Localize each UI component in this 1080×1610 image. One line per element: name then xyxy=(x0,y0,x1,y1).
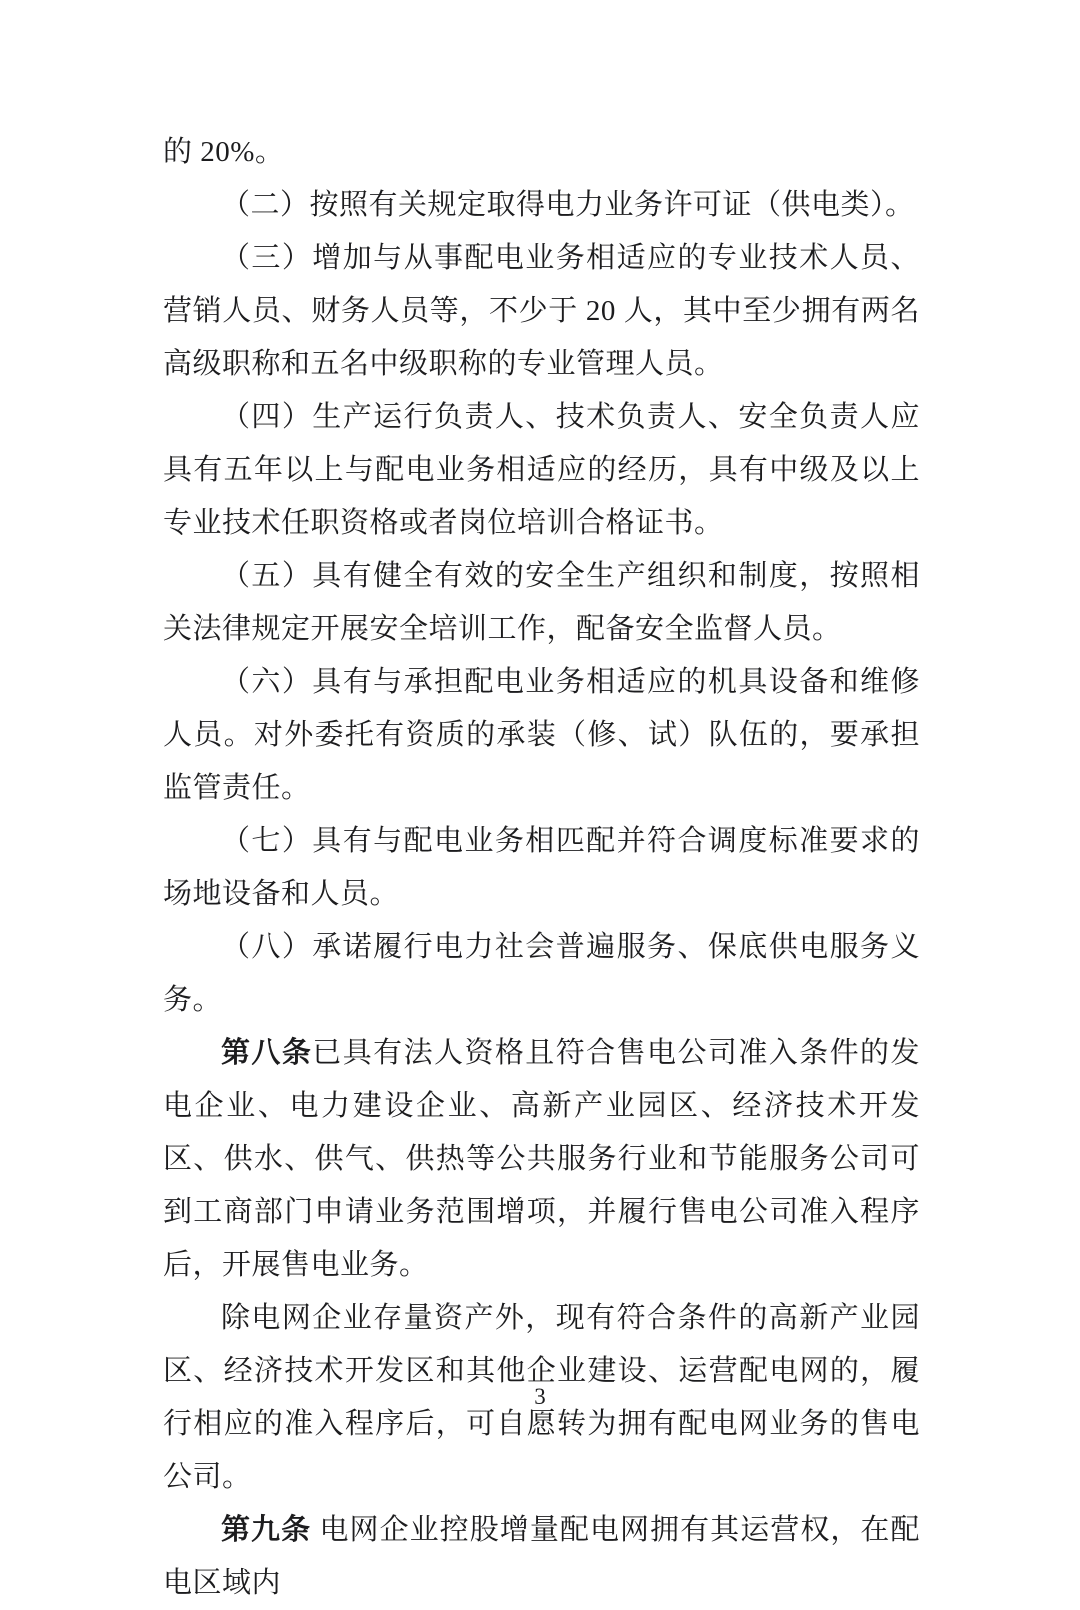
paragraph: （八）承诺履行电力社会普遍服务、保底供电服务义务。 xyxy=(163,931,920,1016)
paragraph: （二）按照有关规定取得电力业务许可证（供电类）。 xyxy=(221,189,915,221)
paragraph: （七）具有与配电业务相匹配并符合调度标准要求的场地设备和人员。 xyxy=(163,825,920,910)
paragraph: （四）生产运行负责人、技术负责人、安全负责人应具有五年以上与配电业务相适应的经历，具有中级及以上专业技术任职资格或者岗位培训合格证书。 xyxy=(163,401,920,539)
paragraph: 第八条已具有法人资格且符合售电公司准入条件的发电企业、电力建设企业、高新产业园区、经济技术开发区、供水、供气、供热等公共服务行业和节能服务公司可到工商部门申请业务范围增项，并履行售电公司准入程序后，开展售电业务。 xyxy=(163,1037,920,1281)
paragraph: （五）具有健全有效的安全生产组织和制度，按照相关法律规定开展安全培训工作，配备安全监督人员。 xyxy=(163,560,920,645)
paragraph: （六）具有与承担配电业务相适应的机具设备和维修人员。对外委托有资质的承装（修、试）队伍的，要承担监管责任。 xyxy=(163,666,920,804)
paragraph: 的 20%。 xyxy=(163,136,285,168)
article-number: 第九条 xyxy=(221,1514,312,1546)
paragraph: 第九条 电网企业控股增量配电网拥有其运营权，在配电区域内 xyxy=(163,1514,920,1599)
paragraph: 除电网企业存量资产外，现有符合条件的高新产业园区、经济技术开发区和其他企业建设、运营配电网的，履行相应的准入程序后，可自愿转为拥有配电网业务的售电公司。 xyxy=(163,1302,920,1493)
paragraph: （三）增加与从事配电业务相适应的专业技术人员、营销人员、财务人员等，不少于 20 人，其中至少拥有两名高级职称和五名中级职称的专业管理人员。 xyxy=(163,242,920,380)
page-number: 3 xyxy=(534,1384,546,1409)
article-number: 第八条 xyxy=(221,1037,313,1069)
